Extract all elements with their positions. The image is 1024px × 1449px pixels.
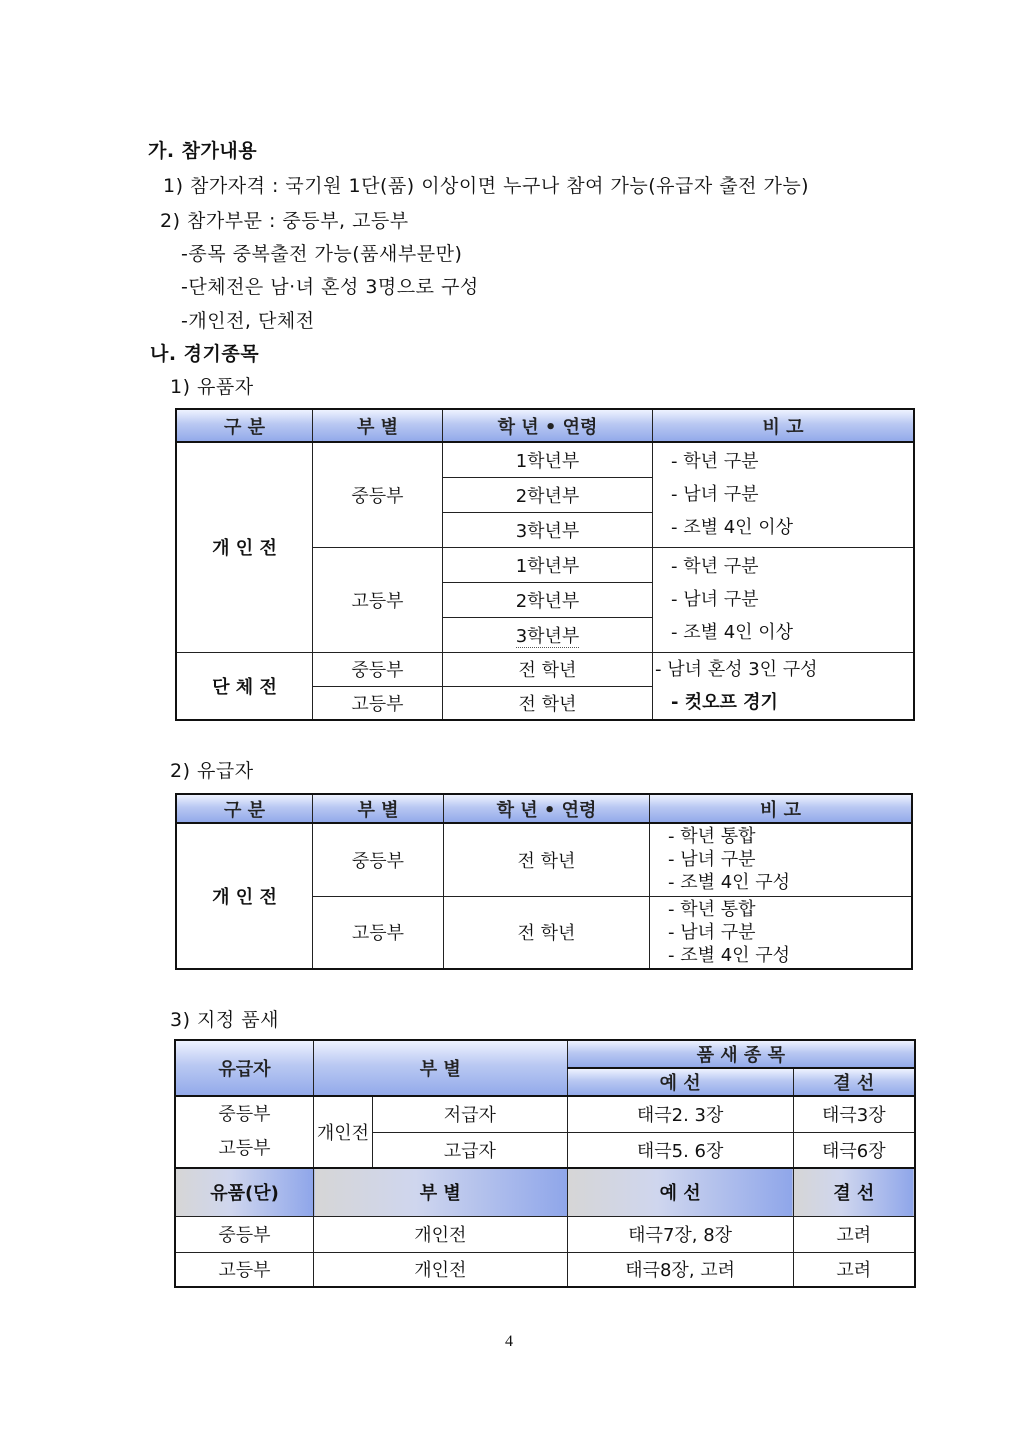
t3-header-final: 결 선 [793, 1068, 915, 1096]
table3-title: 3) 지정 품새 [170, 1009, 279, 1031]
t1-middle-notes [653, 442, 915, 547]
t1-team-note-mixed: - 남녀 혼성 3인 구성 [655, 658, 818, 680]
t3-kup-divisions [175, 1096, 314, 1168]
t3-high-rank: 고급자 [373, 1132, 568, 1168]
t1-high-grade2: 2학년부 [443, 582, 653, 617]
t1-team-middle: 중등부 [313, 652, 443, 686]
t3-dan-high-individual: 개인전 [314, 1252, 568, 1287]
t1-individual-label: 개 인 전 [176, 442, 313, 652]
sub-item-1: -종목 중복출전 가능(품새부문만) [181, 243, 463, 265]
t1-high-grade3-text: 3학년부 [515, 625, 580, 647]
t2-header-division: 부 별 [313, 794, 444, 823]
t3-kup-individual: 개인전 [314, 1096, 373, 1168]
t2-note-gender: - 남녀 구분 [668, 921, 756, 943]
t2-high-notes [650, 896, 913, 969]
t3-header2-division: 부 별 [314, 1168, 568, 1216]
page-number: 4 [505, 1333, 514, 1350]
t2-middle-division: 중등부 [313, 823, 444, 896]
t1-middle-division: 중등부 [313, 442, 443, 547]
t3-header-rank: 유급자 [175, 1040, 314, 1096]
division-line: 2) 참가부문 : 중등부, 고등부 [160, 210, 409, 232]
t2-high-division: 고등부 [313, 896, 444, 969]
t2-high-grade: 전 학년 [444, 896, 650, 969]
dan-holder-table [175, 408, 915, 721]
t3-dan-middle: 중등부 [175, 1216, 314, 1252]
table2-title: 2) 유급자 [170, 760, 254, 782]
t2-middle-grade: 전 학년 [444, 823, 650, 896]
t1-header-division: 부 별 [313, 409, 443, 442]
t1-note-gender: - 남녀 구분 [671, 589, 759, 610]
t2-header-category: 구 분 [176, 794, 313, 823]
t1-team-high-grade: 전 학년 [443, 686, 653, 719]
section-ga-heading: 가. 참가내용 [148, 140, 258, 162]
t1-team-notes [653, 652, 915, 720]
t3-kup-high: 고등부 [218, 1138, 271, 1159]
t3-low-rank: 저급자 [373, 1096, 568, 1132]
t1-middle-grade2: 2학년부 [443, 477, 653, 512]
t3-high-prelim: 태극5. 6장 [567, 1132, 793, 1168]
t1-header-category: 구 분 [176, 409, 313, 442]
qualification-line: 1) 참가자격 : 국기원 1단(품) 이상이면 누구나 참여 가능(유급자 출전 가능) [163, 175, 810, 197]
t1-team-middle-grade: 전 학년 [443, 652, 653, 686]
t2-note-group: - 조별 4인 구성 [668, 872, 791, 894]
t3-header2-rank: 유품(단) [175, 1168, 314, 1216]
t2-individual-label: 개 인 전 [176, 823, 313, 969]
t3-header-poomsae: 품 새 종 목 [567, 1040, 915, 1068]
t3-dan-middle-final: 고려 [793, 1216, 915, 1252]
t3-low-final: 태극3장 [793, 1096, 915, 1132]
t1-team-high: 고등부 [313, 686, 443, 719]
t2-note-grade: - 학년 통합 [668, 898, 756, 920]
t1-high-division: 고등부 [313, 547, 443, 652]
t3-dan-middle-prelim: 태극7장, 8장 [567, 1216, 793, 1252]
section-na-heading: 나. 경기종목 [150, 343, 260, 365]
t1-high-notes [653, 547, 915, 652]
t1-middle-grade1: 1학년부 [443, 442, 653, 477]
sub-item-2: -단체전은 남·녀 혼성 3명으로 구성 [181, 276, 479, 298]
t3-dan-high-prelim: 태극8장, 고려 [567, 1252, 793, 1287]
t1-team-label: 단 체 전 [176, 652, 313, 720]
t3-header-prelim: 예 선 [567, 1068, 793, 1096]
t3-low-prelim: 태극2. 3장 [567, 1096, 793, 1132]
designated-poomsae-table [174, 1039, 916, 1288]
kup-holder-table [175, 793, 913, 970]
t1-note-group: - 조별 4인 이상 [671, 517, 794, 539]
t1-note-grade: - 학년 구분 [671, 451, 759, 473]
t2-note-grade: - 학년 통합 [668, 826, 756, 848]
t1-header-remarks: 비 고 [653, 409, 915, 442]
t3-kup-middle: 중등부 [218, 1104, 271, 1125]
t3-header2-final: 결 선 [793, 1168, 915, 1216]
t1-team-note-cutoff: - 컷오프 경기 [671, 691, 778, 713]
t3-header-division: 부 별 [314, 1040, 568, 1096]
t3-dan-middle-individual: 개인전 [314, 1216, 568, 1252]
t1-header-grade: 학 년 • 연령 [443, 409, 653, 442]
t1-high-grade3 [443, 617, 653, 652]
t1-middle-grade3: 3학년부 [443, 512, 653, 547]
t2-middle-notes [650, 823, 913, 896]
t2-header-remarks: 비 고 [650, 794, 913, 823]
table1-title: 1) 유품자 [170, 376, 254, 398]
t2-note-gender: - 남녀 구분 [668, 849, 756, 871]
t3-dan-high-final: 고려 [793, 1252, 915, 1287]
t2-header-grade: 학 년 • 연령 [444, 794, 650, 823]
t3-dan-high: 고등부 [175, 1252, 314, 1287]
t3-header2-prelim: 예 선 [567, 1168, 793, 1216]
t1-note-grade: - 학년 구분 [671, 556, 759, 577]
t3-high-final: 태극6장 [793, 1132, 915, 1168]
t2-note-group: - 조별 4인 구성 [668, 944, 791, 966]
t1-high-grade1: 1학년부 [443, 547, 653, 582]
t1-note-group: - 조별 4인 이상 [671, 622, 794, 643]
t1-note-gender: - 남녀 구분 [671, 484, 759, 506]
sub-item-3: -개인전, 단체전 [181, 310, 315, 332]
